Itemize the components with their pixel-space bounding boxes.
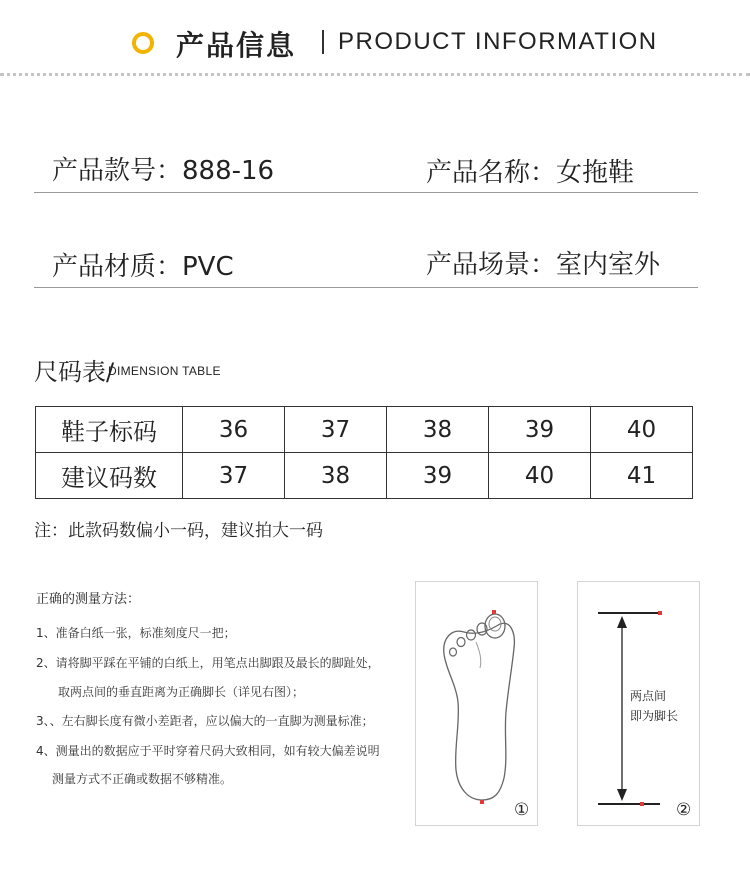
- foot-outline-figure: [415, 581, 538, 826]
- method-step: 1、准备白纸一张，标准刻度尺一把；: [36, 626, 236, 640]
- product-scene: 产品场景：室内室外: [426, 250, 661, 280]
- product-material: 产品材质：PVC: [52, 252, 234, 282]
- dimension-title-cn: 尺码表/: [34, 358, 115, 386]
- table-cell: 38: [387, 407, 489, 453]
- table-cell: 36: [183, 407, 285, 453]
- info-row-divider: [34, 287, 698, 288]
- section-title-en: PRODUCT INFORMATION: [338, 28, 658, 55]
- diagram-label: 两点间: [630, 689, 667, 703]
- table-cell: 38: [285, 453, 387, 499]
- row-label: 鞋子标码: [36, 407, 183, 453]
- method-step: 测量方式不正确或数据不够精准。: [52, 772, 233, 786]
- dotted-divider: [0, 73, 750, 76]
- table-cell: 40: [591, 407, 693, 453]
- toe-marker: [492, 610, 496, 614]
- table-cell: 40: [489, 453, 591, 499]
- section-title-cn: 产品信息: [176, 29, 297, 62]
- method-title: 正确的测量方法：: [36, 592, 141, 607]
- heel-marker: [480, 800, 484, 804]
- size-table: [35, 406, 693, 499]
- table-row: [36, 453, 693, 499]
- title-divider: [322, 30, 324, 54]
- table-cell: 37: [285, 407, 387, 453]
- method-step: 3、、左右脚长度有微小差距者，应以偏大的一直脚为测量标准；: [36, 714, 374, 728]
- circle-bullet-icon: [132, 32, 154, 54]
- table-row: [36, 407, 693, 453]
- figure-number: ①: [514, 800, 530, 820]
- size-note: 注：此款码数偏小一码，建议拍大一码: [34, 521, 323, 541]
- method-step: 2、请将脚平踩在平铺的白纸上，用笔点出脚跟及最长的脚趾处，: [36, 656, 380, 670]
- foot-icon: [416, 582, 537, 825]
- row-label: 建议码数: [36, 453, 183, 499]
- table-cell: 41: [591, 453, 693, 499]
- length-diagram-figure: [577, 581, 700, 826]
- figure-number: ②: [676, 800, 692, 820]
- diagram-label: 即为脚长: [630, 709, 679, 723]
- product-name: 产品名称：女拖鞋: [426, 158, 635, 188]
- dimension-title-en: DIMENSION TABLE: [108, 364, 221, 378]
- table-cell: 37: [183, 453, 285, 499]
- table-cell: 39: [387, 453, 489, 499]
- product-model: 产品款号：888-16: [52, 156, 275, 186]
- table-cell: 39: [489, 407, 591, 453]
- method-step: 4、测量出的数据应于平时穿着尺码大致相同，如有较大偏差说明: [36, 744, 380, 758]
- method-step: 取两点间的垂直距离为正确脚长（详见右图）；: [58, 685, 305, 699]
- info-row-divider: [34, 192, 698, 193]
